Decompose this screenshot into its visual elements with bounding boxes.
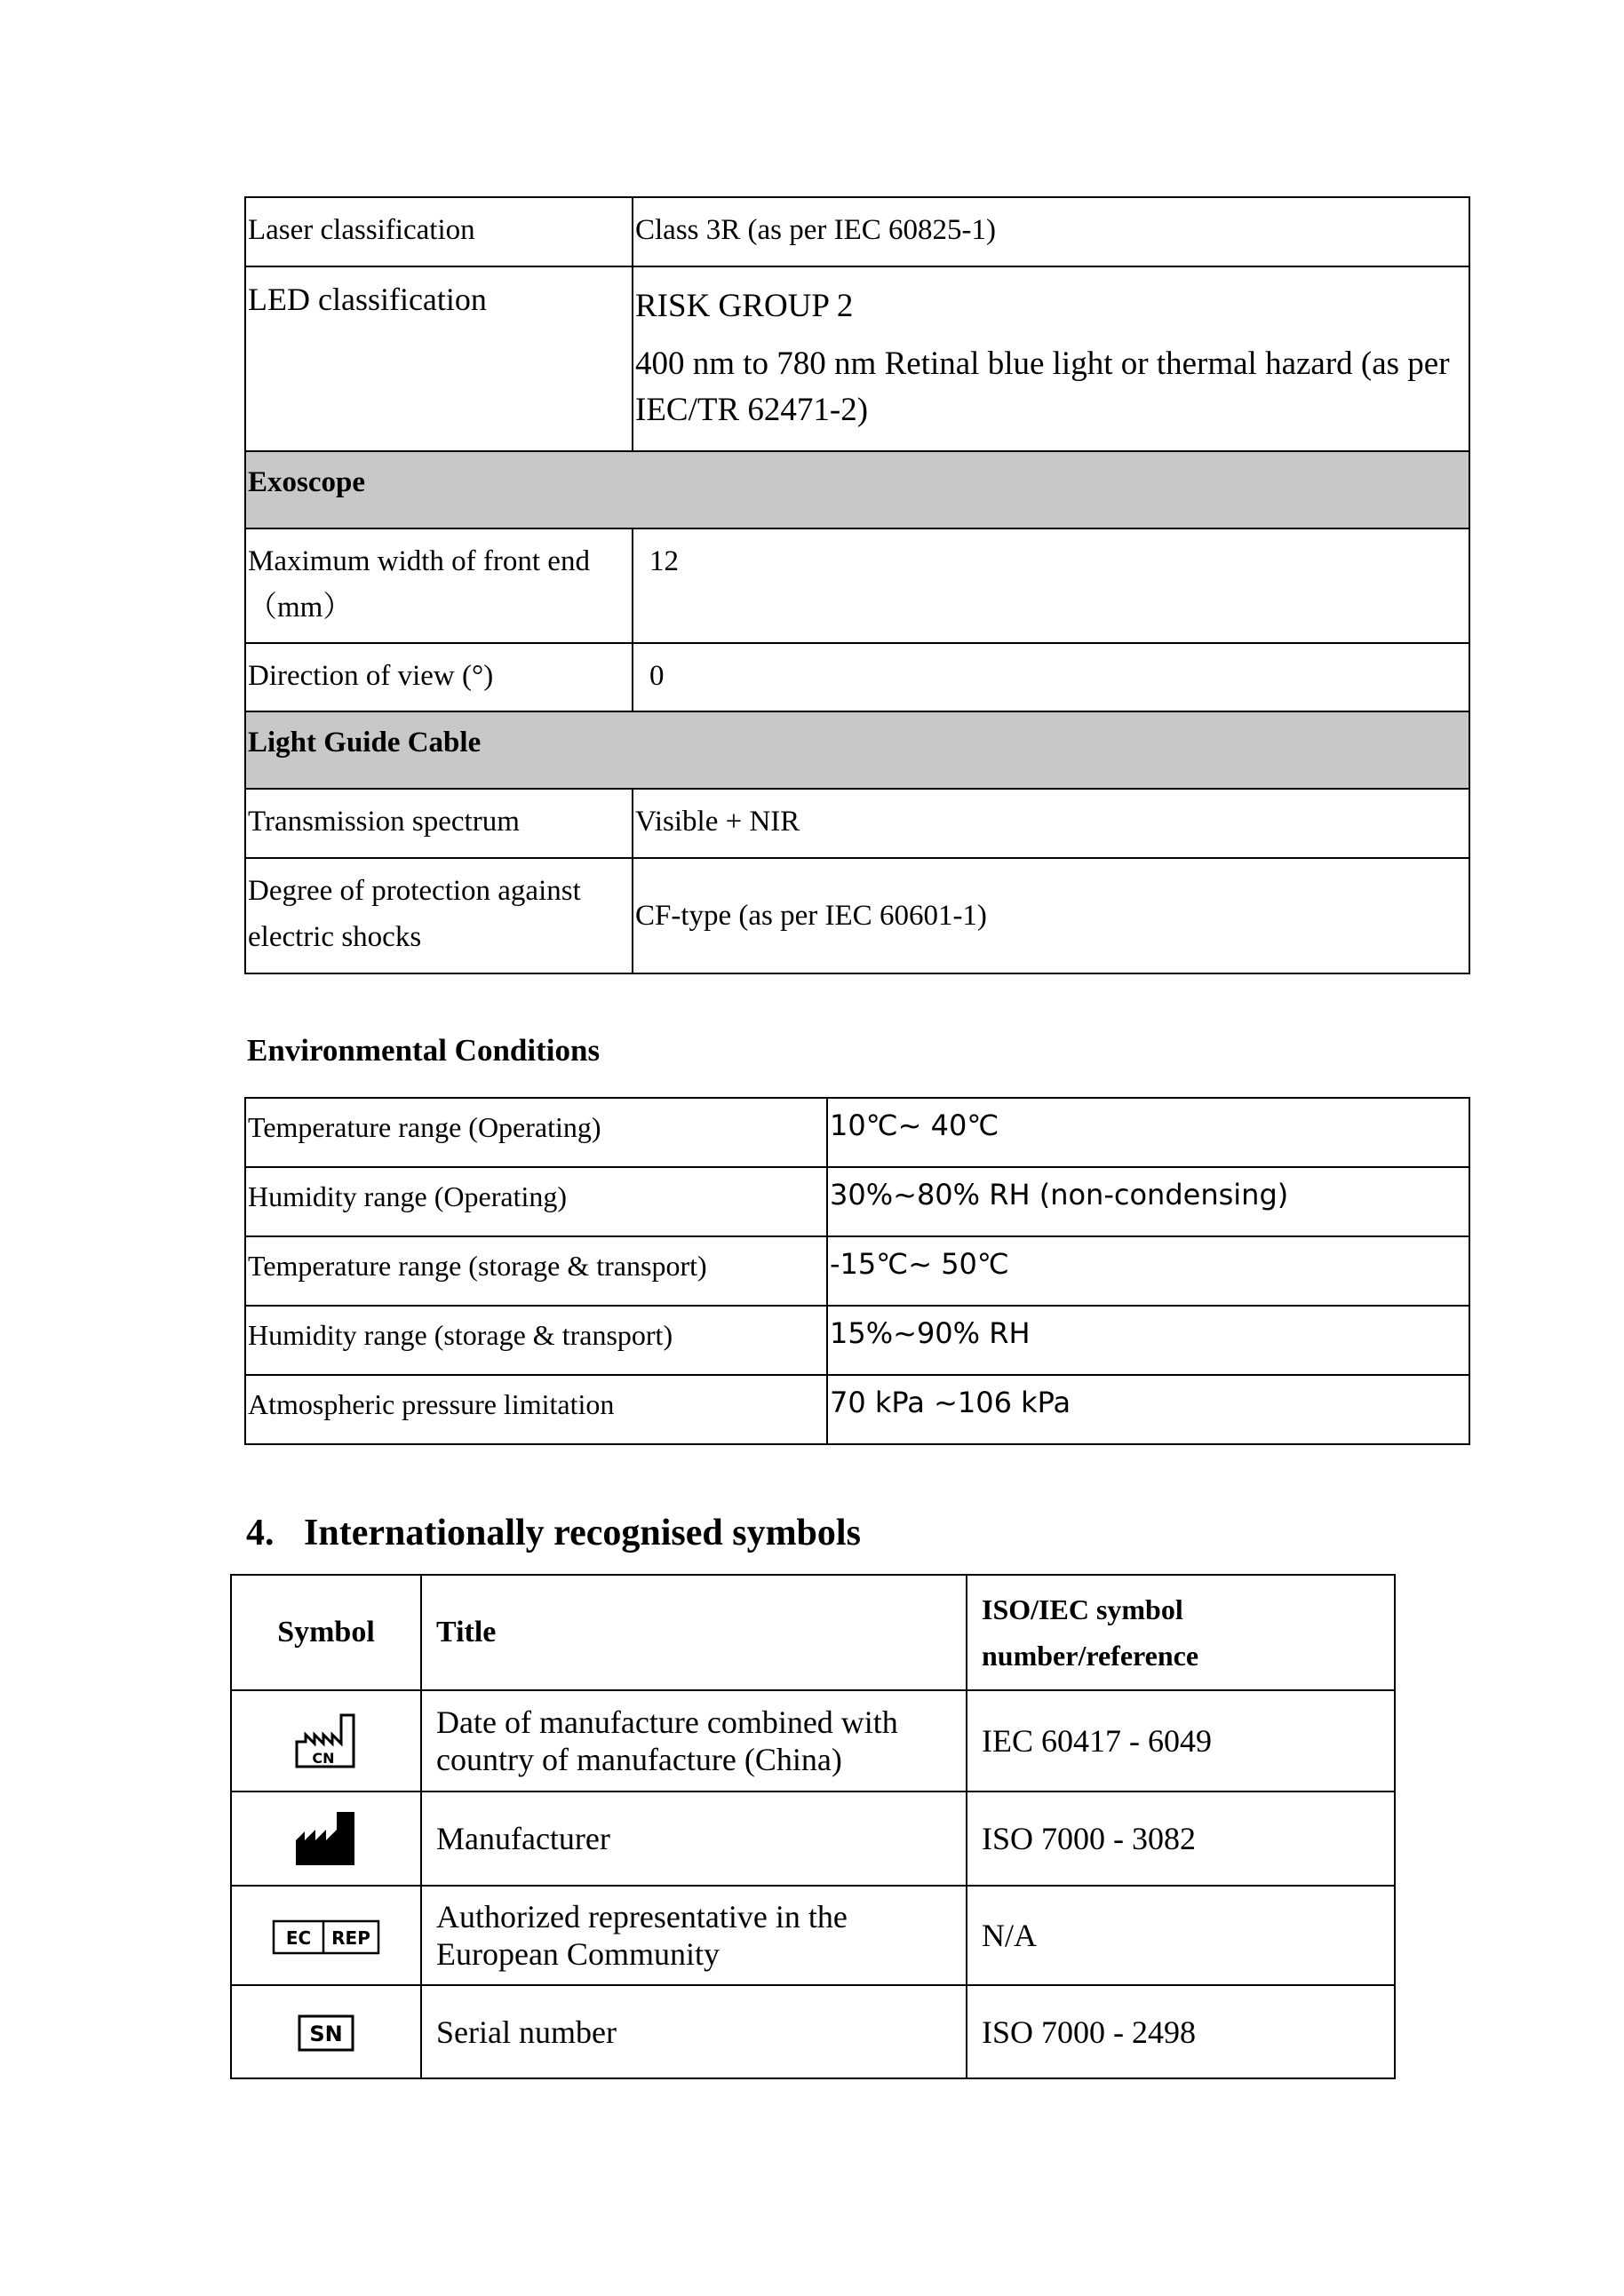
spec-label: Maximum width of front end （mm） [245,528,633,643]
spec-value: 12 [633,528,1469,643]
spec-label: Degree of protection against electric shocks [245,858,633,973]
table-row [245,197,1469,266]
section-number: 4. [246,1513,275,1553]
table-row [245,528,1469,643]
spec-label: Transmission spectrum [245,789,633,858]
table-row [245,1098,1469,1167]
environmental-conditions-table [244,1097,1470,1445]
table-row [245,643,1469,711]
symbol-cell [231,1690,421,1792]
icon-text-rep: REP [331,1927,370,1950]
spec-label: Direction of view (°) [245,643,633,711]
section-title: Exoscope [245,451,1469,528]
table-header-row [231,1575,1395,1690]
column-header-reference: ISO/IEC symbol number/reference [967,1575,1395,1690]
symbols-table [230,1574,1396,2079]
table-row [245,1375,1469,1444]
spec-value [633,266,1469,451]
icon-text-ec: EC [285,1927,312,1950]
led-risk-group: RISK GROUP 2 [635,288,854,324]
symbol-cell [231,1792,421,1886]
condition-label: Humidity range (storage & transport) [245,1306,827,1375]
table-row [231,1690,1395,1792]
condition-label: Atmospheric pressure limitation [245,1375,827,1444]
icon-text: SN [309,2022,343,2047]
spec-label: Laser classification [245,197,633,266]
condition-label: Humidity range (Operating) [245,1167,827,1236]
table-row [245,1167,1469,1236]
section-row-light-guide-cable [245,711,1469,789]
condition-label: Temperature range (storage & transport) [245,1236,827,1306]
spec-value: Visible + NIR [633,789,1469,858]
icon-text: CN [312,1750,335,1767]
symbol-reference: ISO 7000 - 2498 [967,1985,1395,2078]
symbol-title: Authorized representative in the European Community [421,1886,967,1985]
table-row [245,789,1469,858]
spec-value: 0 [633,643,1469,711]
led-hazard-description: 400 nm to 780 nm Retinal blue light or thermal hazard (as per IEC/TR 62471-2) [635,346,1450,428]
table-row [245,1306,1469,1375]
spec-label: LED classification [245,266,633,451]
table-row [231,1985,1395,2078]
section-title: Light Guide Cable [245,711,1469,789]
section-row-exoscope [245,451,1469,528]
condition-value: 15%~90% RH [827,1306,1469,1375]
date-of-manufacture-cn-icon [293,1712,359,1770]
condition-value: 70 kPa ~106 kPa [827,1375,1469,1444]
symbol-title: Serial number [421,1985,967,2078]
manufacturer-icon [294,1810,358,1867]
environmental-conditions-heading: Environmental Conditions [247,1033,601,1068]
table-row [245,1236,1469,1306]
condition-value: 30%~80% RH (non-condensing) [827,1167,1469,1236]
table-row [245,858,1469,973]
spec-value: CF-type (as per IEC 60601-1) [633,858,1469,973]
condition-label: Temperature range (Operating) [245,1098,827,1167]
ec-rep-icon [272,1919,380,1955]
column-header-title: Title [421,1575,967,1690]
symbol-cell [231,1886,421,1985]
table-row [231,1886,1395,1985]
symbol-cell [231,1985,421,2078]
condition-value: -15℃~ 50℃ [827,1236,1469,1306]
condition-value: 10℃~ 40℃ [827,1098,1469,1167]
symbol-title: Date of manufacture combined with country of manufacture (China) [421,1690,967,1792]
column-header-symbol: Symbol [231,1575,421,1690]
symbols-section-heading [246,1512,861,1554]
serial-number-icon [298,2014,354,2052]
spec-value: Class 3R (as per IEC 60825-1) [633,197,1469,266]
symbol-title: Manufacturer [421,1792,967,1886]
symbol-reference: N/A [967,1886,1395,1985]
section-title: Internationally recognised symbols [304,1513,861,1553]
specifications-table [244,196,1470,974]
symbol-reference: ISO 7000 - 3082 [967,1792,1395,1886]
table-row [231,1792,1395,1886]
symbol-reference: IEC 60417 - 6049 [967,1690,1395,1792]
table-row [245,266,1469,451]
